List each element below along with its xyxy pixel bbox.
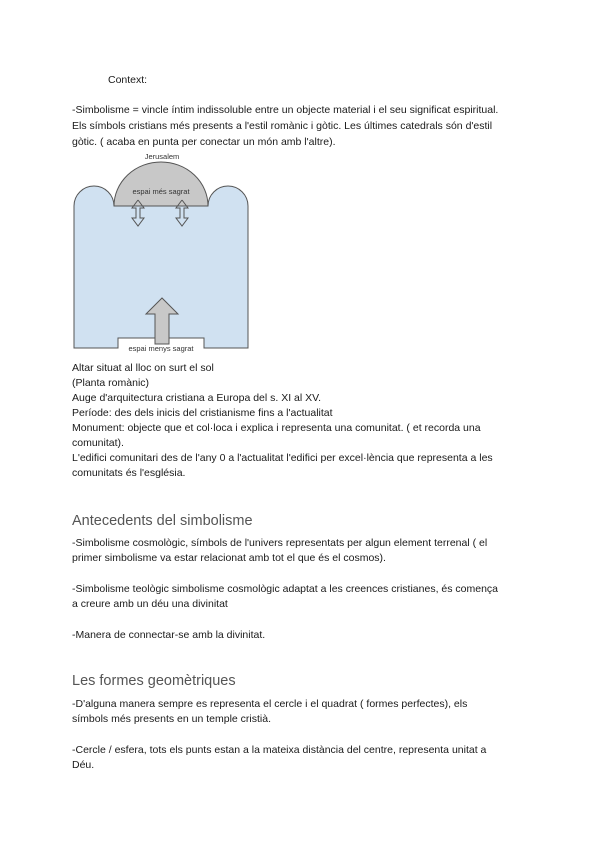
section2-p2-line-2: Déu. xyxy=(72,759,95,771)
intro-line-3: gòtic. ( acaba en punta per conectar un món amb l'altre). xyxy=(72,136,336,148)
notes-line-1: Altar situat al lloc on surt el sol xyxy=(72,362,214,374)
section2-p1-line-1: -D'alguna manera sempre es representa el cercle i el quadrat ( formes perfectes), els xyxy=(72,698,468,710)
notes-line-6: comunitat). xyxy=(72,437,124,449)
section1-p2-line-1: -Simbolisme teològic simbolisme cosmològic adaptat a les creences cristianes, és comença xyxy=(72,583,499,595)
section1-p3-line-1: -Manera de connectar-se amb la divinitat. xyxy=(72,629,266,641)
intro-line-1: -Simbolisme = vincle íntim indissoluble entre un objecte material i el seu significat espiritual. xyxy=(72,104,499,116)
sacred-space-label: espai més sagrat xyxy=(132,187,190,196)
notes-line-3: Auge d'arquitectura cristiana a Europa del s. XI al XV. xyxy=(72,392,322,404)
intro-line-2: Els símbols cristians més presents a l'estil romànic i gòtic. Les últimes catedrals són d'estil xyxy=(72,120,493,132)
section1-p2-line-2: a creure amb un déu una divinitat xyxy=(72,598,228,610)
apse-dome xyxy=(114,162,208,206)
section2-p1-line-2: símbols més presents en un temple cristià. xyxy=(72,713,271,725)
romanesque-plan-diagram xyxy=(70,152,252,357)
section2-p2-line-1: -Cercle / esfera, tots els punts estan a la mateixa distància del centre, representa unitat a xyxy=(72,744,487,756)
jerusalem-label: Jerusalem xyxy=(144,152,180,161)
notes-line-8: comunitats és l'església. xyxy=(72,467,186,479)
notes-line-7: L'edifici comunitari des de l'any 0 a l'actualitat l'edifici per excel·lència que representa a les xyxy=(72,452,493,464)
section-heading-antecedents: Antecedents del simbolisme xyxy=(72,513,253,529)
section1-p1-line-2: primer simbolisme va estar relacionat amb tot el que és el cosmos). xyxy=(72,552,386,564)
context-label: Context: xyxy=(108,74,148,86)
notes-line-2: (Planta romànic) xyxy=(72,377,150,389)
notes-line-4: Període: des dels inicis del cristianisme fins a l'actualitat xyxy=(72,407,333,419)
section-heading-geometric-forms: Les formes geomètriques xyxy=(72,673,236,689)
less-sacred-space-label: espai menys sagrat xyxy=(128,344,194,353)
section1-p1-line-1: -Simbolisme cosmològic, símbols de l'univers representats per algun element terrenal ( el xyxy=(72,537,488,549)
notes-line-5: Monument: objecte que et col·loca i explica i representa una comunitat. ( et recorda una xyxy=(72,422,481,434)
